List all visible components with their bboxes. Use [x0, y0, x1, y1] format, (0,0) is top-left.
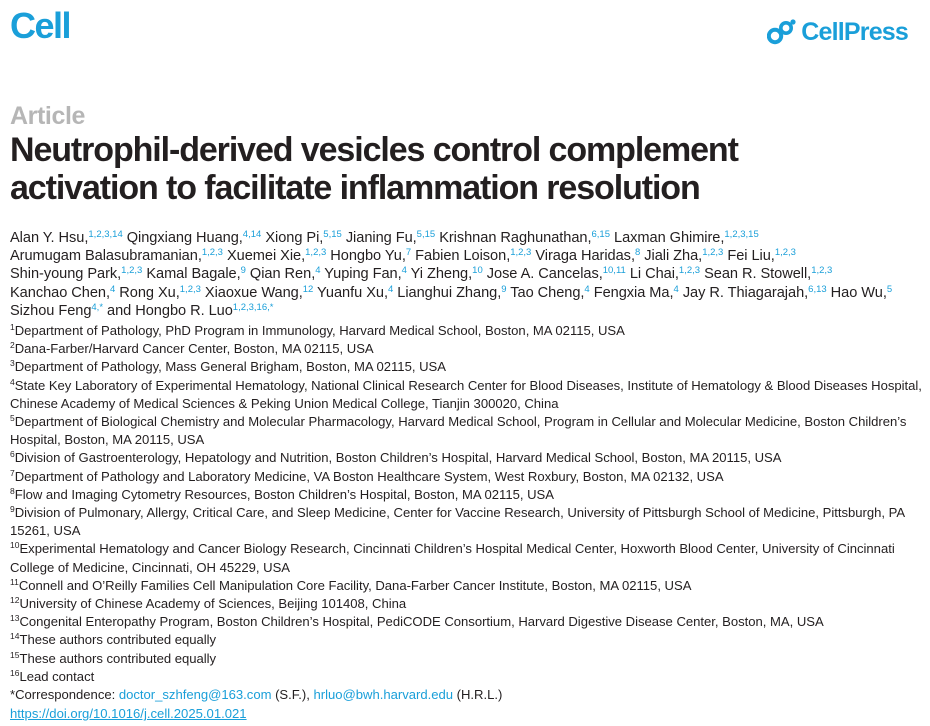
author-name: Krishnan Raghunathan	[439, 230, 588, 246]
author-affiliation-marker: 4,*	[91, 301, 104, 313]
affiliation-number: 3	[10, 358, 15, 369]
affiliation-text: Division of Gastroenterology, Hepatology and Nutrition, Boston Children’s Hospital, Harvard Medical School, Boston, MA 20115, USA	[14, 450, 782, 466]
author-affiliation-marker: 12	[302, 283, 314, 295]
affiliation-number: 15	[10, 649, 20, 660]
affiliation-text: These authors contributed equally	[19, 650, 217, 666]
affiliation	[10, 540, 925, 576]
author-name: Jose A. Cancelas	[486, 266, 599, 283]
author-name: Sizhou Feng	[10, 302, 92, 319]
affiliation-number: 8	[10, 485, 15, 496]
affiliation	[10, 595, 925, 613]
author-list	[10, 229, 925, 320]
affiliation-text: Department of Pathology, PhD Program in Immunology, Harvard Medical School, Boston, MA 02115, USA	[14, 323, 625, 338]
author-affiliation-marker: 9	[240, 265, 246, 277]
affiliation-text: These authors contributed equally	[19, 632, 217, 648]
affiliation-number: 5	[10, 413, 15, 424]
author-name: Jay R. Thiagarajah	[682, 284, 805, 301]
author[interactable]	[135, 303, 273, 319]
author-name: Shin-young Park	[10, 266, 118, 283]
author-affiliation-marker: 1,2,3	[305, 247, 327, 259]
author-name: Qingxiang Huang	[126, 230, 239, 246]
affiliation	[10, 413, 925, 449]
author-name: Alan Y. Hsu	[10, 230, 85, 246]
publisher-name: CellPress	[801, 18, 908, 46]
author-name: Yi Zheng	[410, 266, 469, 283]
affiliation-text: Connell and O’Reilly Families Cell Manipulation Core Facility, Dana-Farber Cancer Institute, Boston, MA 02115, USA	[18, 577, 692, 593]
author-affiliation-marker: 1,2,3	[678, 265, 701, 277]
author[interactable]: Qingxiang Huang,$^{4,14}$	[126, 229, 262, 246]
affiliation-text: Division of Pulmonary, Allergy, Critical Care, and Sleep Medicine, Center for Vaccine Research, University of Pittsburgh School of Medicine, Pittsburgh, PA 15261, USA	[10, 505, 905, 539]
title-line: activation to facilitate inflammation resolution	[10, 169, 700, 207]
author[interactable]: Yi Zheng,$^{10}$	[410, 265, 483, 283]
author-name: Tao Cheng	[510, 284, 581, 301]
correspondence-initials: (H.R.L.)	[456, 687, 503, 703]
affiliation-number: 14	[10, 631, 20, 642]
affiliation-text: Lead contact	[19, 668, 95, 684]
article-title	[10, 131, 910, 207]
correspondence	[10, 686, 925, 704]
affiliation-number: 2	[10, 340, 15, 351]
author-affiliation-marker: 1,2,3	[510, 247, 532, 259]
affiliation	[10, 668, 925, 686]
author[interactable]: Jose A. Cancelas,$^{10,11}$	[486, 265, 626, 283]
author[interactable]: Sean R. Stowell,$^{1,2,3}$	[704, 265, 833, 283]
affiliation-number: 7	[10, 467, 15, 478]
affiliation-number: 13	[10, 613, 20, 624]
affiliation-number: 6	[10, 449, 15, 460]
affiliation-text: Department of Pathology and Laboratory Medicine, VA Boston Healthcare System, West Roxbury, Boston, MA 02132, USA	[14, 468, 724, 484]
author-affiliation-marker: 4	[109, 283, 116, 295]
author[interactable]	[10, 303, 103, 319]
author-affiliation-marker: 1,2,3	[774, 247, 796, 259]
author[interactable]: Jianing Fu,$^{5,15}$	[345, 229, 436, 246]
title-line: Neutrophil-derived vesicles control complement	[10, 131, 738, 169]
author-name: Hao Wu	[830, 284, 883, 301]
correspondence-email-link[interactable]: hrluo@bwh.harvard.edu	[313, 687, 454, 703]
author-name: Xiaoxue Wang	[204, 284, 299, 301]
affiliation-number: 1	[10, 322, 15, 332]
author[interactable]: Arumugam Balasubramanian,$^{1,2,3}$	[10, 247, 223, 265]
affiliation	[10, 340, 925, 358]
author-name: Yuping Fan	[324, 266, 398, 283]
cellpress-logo-icon	[767, 18, 797, 46]
affiliation	[10, 650, 925, 668]
author[interactable]: Laxman Ghimire,$^{1,2,3,15}$	[614, 229, 759, 246]
author-name: Fei Liu	[727, 248, 771, 265]
author-affiliation-marker: 1,2,3,15	[724, 229, 759, 240]
author-name: Fengxia Ma	[593, 284, 670, 301]
author[interactable]: Kamal Bagale,$^9$	[146, 265, 246, 283]
author[interactable]: Alan Y. Hsu,$^{1,2,3,14}$	[10, 229, 123, 246]
affiliation	[10, 377, 925, 413]
author-affiliation-marker: 1,2,3	[702, 247, 724, 259]
author-name: Qian Ren	[249, 266, 312, 283]
author-affiliation-marker: 1,2,3	[179, 283, 201, 295]
affiliation-text: Department of Pathology, Mass General Brigham, Boston, MA 02115, USA	[14, 359, 446, 375]
author-name: Jianing Fu	[345, 230, 413, 246]
author[interactable]: Fabien Loison,$^{1,2,3}$	[415, 247, 532, 265]
affiliation	[10, 504, 925, 540]
author[interactable]: Jay R. Thiagarajah,$^{6,13}$	[682, 283, 827, 301]
author-name: Xuemei Xie	[226, 248, 302, 265]
affiliation-text: University of Chinese Academy of Sciences, Beijing 101408, China	[19, 596, 407, 612]
affiliation-text: Department of Biological Chemistry and Molecular Pharmacology, Harvard Medical School, Program in Cellular and Molecular Medicine, Boston Children’s Hospital, Boston, MA 20115, USA	[10, 414, 907, 448]
author[interactable]: Hao Wu,$^5$	[830, 283, 893, 301]
author[interactable]: Jiali Zha,$^{1,2,3}$	[644, 247, 724, 265]
author-name: Viraga Haridas	[535, 248, 631, 265]
author[interactable]: Krishnan Raghunathan,$^{6,15}$	[439, 229, 610, 246]
affiliation-text: Dana-Farber/Harvard Cancer Center, Boston, MA 02115, USA	[14, 341, 374, 357]
author-affiliation-marker: 1,2,3,14	[88, 229, 123, 240]
author-name: Kamal Bagale	[146, 266, 237, 283]
author[interactable]: Tao Cheng,$^4$	[510, 283, 590, 301]
affiliation	[10, 631, 925, 649]
affiliation-number: 4	[10, 376, 15, 387]
author-name: Rong Xu	[119, 284, 176, 301]
correspondence-initials: (S.F.),	[275, 687, 310, 703]
affiliation	[10, 486, 925, 504]
affiliation-number: 16	[10, 667, 20, 678]
author-affiliation-marker: 4	[315, 265, 321, 277]
author-name: Hongbo Yu	[330, 248, 402, 265]
doi-link[interactable]: https://doi.org/10.1016/j.cell.2025.01.021	[10, 706, 247, 721]
author-affiliation-marker: 4	[387, 283, 394, 295]
author-name: Yuanfu Xu	[317, 284, 384, 301]
author[interactable]: Fei Liu,$^{1,2,3}$	[727, 247, 796, 265]
author[interactable]: Yuanfu Xu,$^4$	[317, 283, 394, 301]
author[interactable]: Li Chai,$^{1,2,3}$	[629, 265, 701, 283]
affiliation-number: 11	[10, 576, 19, 587]
author-affiliation-marker: 4,14	[242, 229, 262, 240]
affiliation	[10, 613, 925, 631]
affiliation-number: 12	[10, 595, 20, 606]
author[interactable]: Xiong Pi,$^{5,15}$	[265, 229, 342, 246]
author-affiliation-marker: 4	[673, 283, 679, 295]
author-affiliation-marker: 1,2,3	[201, 247, 223, 259]
affiliation	[10, 449, 925, 467]
author[interactable]: Xuemei Xie,$^{1,2,3}$	[226, 247, 327, 265]
author-name: Lianghui Zhang	[397, 284, 498, 301]
affiliation-text: Congenital Enteropathy Program, Boston Children’s Hospital, PediCODE Consortium, Harvard Digestive Disease Center, Boston, MA, USA	[19, 614, 824, 630]
author-affiliation-marker: 10,11	[602, 265, 626, 277]
article-type-label: Article	[10, 102, 86, 130]
author-affiliation-marker: 5,15	[416, 229, 436, 240]
affiliation-text: Flow and Imaging Cytometry Resources, Boston Children’s Hospital, Boston, MA 02115, USA	[14, 486, 554, 502]
affiliation	[10, 468, 925, 486]
affiliation-list	[10, 322, 925, 704]
author[interactable]: Rong Xu,$^{1,2,3}$	[119, 283, 201, 301]
author[interactable]: Yuping Fan,$^4$	[324, 265, 407, 283]
journal-logo: Cell	[10, 5, 71, 46]
author[interactable]: Qian Ren,$^4$	[249, 265, 321, 283]
author-affiliation-marker: 8	[634, 247, 641, 259]
author-name: Li Chai	[629, 266, 675, 283]
author-affiliation-marker: 1,2,3,16,*	[232, 301, 274, 313]
affiliation	[10, 358, 925, 376]
author-name: Xiong Pi	[265, 230, 320, 246]
author-affiliation-marker: 5	[886, 283, 893, 295]
correspondence-label: *Correspondence:	[10, 687, 116, 703]
author-affiliation-marker: 10	[472, 265, 483, 277]
author-name: Jiali Zha	[644, 248, 699, 265]
author-affiliation-marker: 5,15	[323, 229, 342, 240]
affiliation	[10, 322, 925, 340]
author-affiliation-marker: 4	[401, 265, 407, 277]
affiliation-text: State Key Laboratory of Experimental Hematology, National Clinical Research Center for Blood Diseases, Institute of Hematology & Blood Diseases Hospital, Chinese Academy of Medical Sciences & Peking Union Medical College, Tianjin 300020, China	[10, 377, 922, 411]
author-name: Fabien Loison	[415, 248, 507, 265]
author-affiliation-marker: 1,2,3	[811, 265, 833, 277]
author-affiliation-marker: 4	[584, 283, 590, 295]
author[interactable]: Kanchao Chen,$^4$	[10, 283, 116, 301]
author[interactable]: Shin-young Park,$^{1,2,3}$	[10, 265, 143, 283]
author[interactable]: Viraga Haridas,$^8$	[535, 247, 641, 265]
author-affiliation-marker: 9	[501, 283, 507, 295]
author-name: Hongbo R. Luo	[135, 302, 233, 319]
author-conjunction: and	[107, 302, 132, 319]
author-affiliation-marker: 1,2,3	[121, 265, 143, 277]
correspondence-email-link[interactable]: doctor_szhfeng@163.com	[118, 687, 272, 703]
author-affiliation-marker: 6,13	[808, 283, 827, 295]
author-name: Sean R. Stowell	[704, 266, 808, 283]
author[interactable]: Fengxia Ma,$^4$	[593, 283, 679, 301]
publisher-logo	[767, 17, 908, 47]
author[interactable]: Hongbo Yu,$^7$	[330, 247, 412, 265]
affiliation-text: Experimental Hematology and Cancer Biology Research, Cincinnati Children’s Hospital Medical Center, Hoxworth Blood Center, University of Cincinnati College of Medicine, Cincinnati, OH 45229, USA	[10, 541, 895, 575]
affiliation-number: 9	[10, 504, 15, 515]
affiliation-number: 10	[10, 540, 20, 551]
author[interactable]: Xiaoxue Wang,$^{12}$	[204, 283, 314, 301]
author-name: Kanchao Chen	[10, 284, 106, 301]
author-affiliation-marker: 6,15	[591, 229, 610, 240]
author-name: Laxman Ghimire	[614, 230, 721, 246]
affiliation	[10, 577, 925, 595]
author-name: Arumugam Balasubramanian	[10, 248, 198, 265]
author-affiliation-marker: 7	[405, 247, 412, 259]
author[interactable]: Lianghui Zhang,$^9$	[397, 283, 507, 301]
